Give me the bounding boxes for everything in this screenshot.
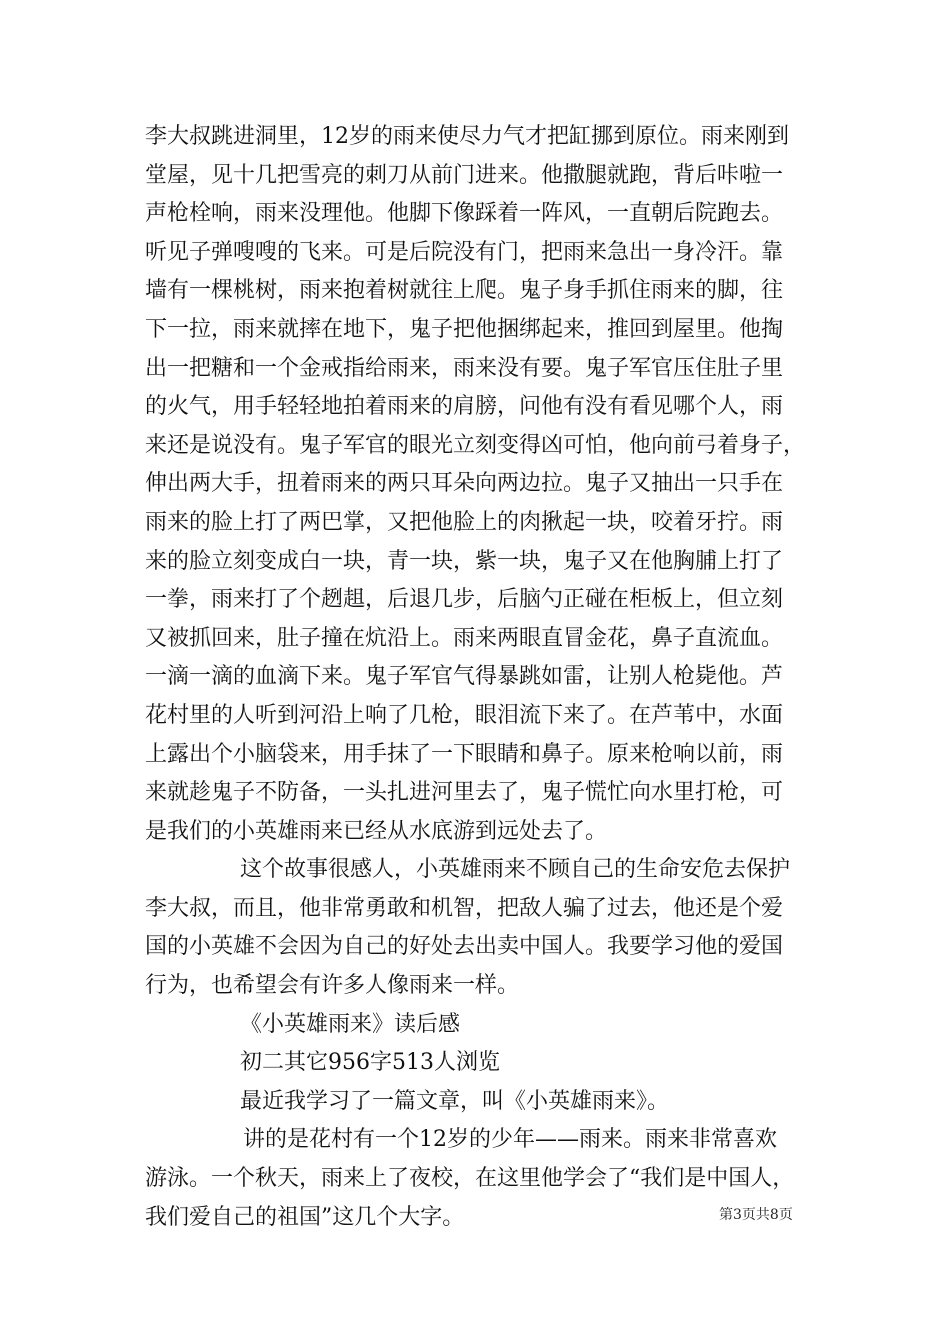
article-meta: 初二其它956字513人浏览: [240, 1050, 500, 1076]
text-line: 上露出个小脑袋来，用手抹了一下眼睛和鼻子。原来枪响以前，雨: [145, 741, 784, 767]
text-line: 堂屋，见十几把雪亮的刺刀从前门进来。他撒腿就跑，背后咔啦一: [145, 162, 784, 188]
text-line: 的火气，用手轻轻地拍着雨来的肩膀，问他有没有看见哪个人，雨: [145, 394, 784, 420]
text-line: 我们爱自己的祖国”这几个大字。: [145, 1204, 465, 1230]
text-line: 出一把糖和一个金戒指给雨来，雨来没有要。鬼子军官压住肚子里: [145, 355, 784, 381]
text-line: 声枪栓响，雨来没理他。他脚下像踩着一阵风，一直朝后院跑去。: [145, 201, 784, 227]
text-line: 一拳，雨来打了个趔趄，后退几步，后脑勺正碰在柜板上，但立刻: [145, 587, 784, 613]
text-line: 来还是说没有。鬼子军官的眼光立刻变得凶可怕，他向前弓着身子，: [145, 432, 806, 458]
text-line: 来就趁鬼子不防备，一头扎进河里去了，鬼子慌忙向水里打枪，可: [145, 780, 784, 806]
text-line: 下一拉，雨来就摔在地下，鬼子把他捆绑起来，推回到屋里。他掏: [145, 316, 784, 342]
text-line: 国的小英雄不会因为自己的好处去出卖中国人。我要学习他的爱国: [145, 934, 784, 960]
text-line: 伸出两大手，扭着雨来的两只耳朵向两边拉。鬼子又抽出一只手在: [145, 471, 784, 497]
text-line: 这个故事很感人，小英雄雨来不顾自己的生命安危去保护: [240, 857, 791, 883]
text-line: 雨来的脸上打了两巴掌，又把他脸上的肉揪起一块，咬着牙拧。雨: [145, 509, 784, 535]
text-line: 听见子弹嗖嗖的飞来。可是后院没有门，把雨来急出一身冷汗。靠: [145, 239, 784, 265]
text-line: 最近我学习了一篇文章，叫《小英雄雨来》。: [240, 1088, 670, 1114]
text-line: 花村里的人听到河沿上响了几枪，眼泪流下来了。在芦苇中，水面: [145, 702, 784, 728]
text-line: 又被抓回来，肚子撞在炕沿上。雨来两眼直冒金花，鼻子直流血。: [145, 625, 784, 651]
text-line: 李大叔，而且，他非常勇敢和机智，把敌人骗了过去，他还是个爱: [145, 895, 784, 921]
text-line: 墙有一棵桃树，雨来抱着树就往上爬。鬼子身手抓住雨来的脚，往: [145, 278, 784, 304]
text-line: 是我们的小英雄雨来已经从水底游到远处去了。: [145, 818, 608, 844]
text-line: 游泳。一个秋天，雨来上了夜校，在这里他学会了“我们是中国人，: [145, 1166, 795, 1192]
article-title: 《小英雄雨来》读后感: [240, 1011, 461, 1037]
text-line: 行为，也希望会有许多人像雨来一样。: [145, 973, 520, 999]
page-number-footer: 第3页共8页: [719, 1207, 793, 1223]
body-text: [145, 118, 815, 1237]
text-line: 来的脸立刻变成白一块，青一块，紫一块，鬼子又在他胸脯上打了: [145, 548, 784, 574]
text-line: 讲的是花村有一个12岁的少年——雨来。雨来非常喜欢: [243, 1127, 777, 1153]
text-line: 一滴一滴的血滴下来。鬼子军官气得暴跳如雷，让别人枪毙他。芦: [145, 664, 784, 690]
text-line: 李大叔跳进洞里，12岁的雨来使尽力气才把缸挪到原位。雨来刚到: [145, 124, 789, 149]
